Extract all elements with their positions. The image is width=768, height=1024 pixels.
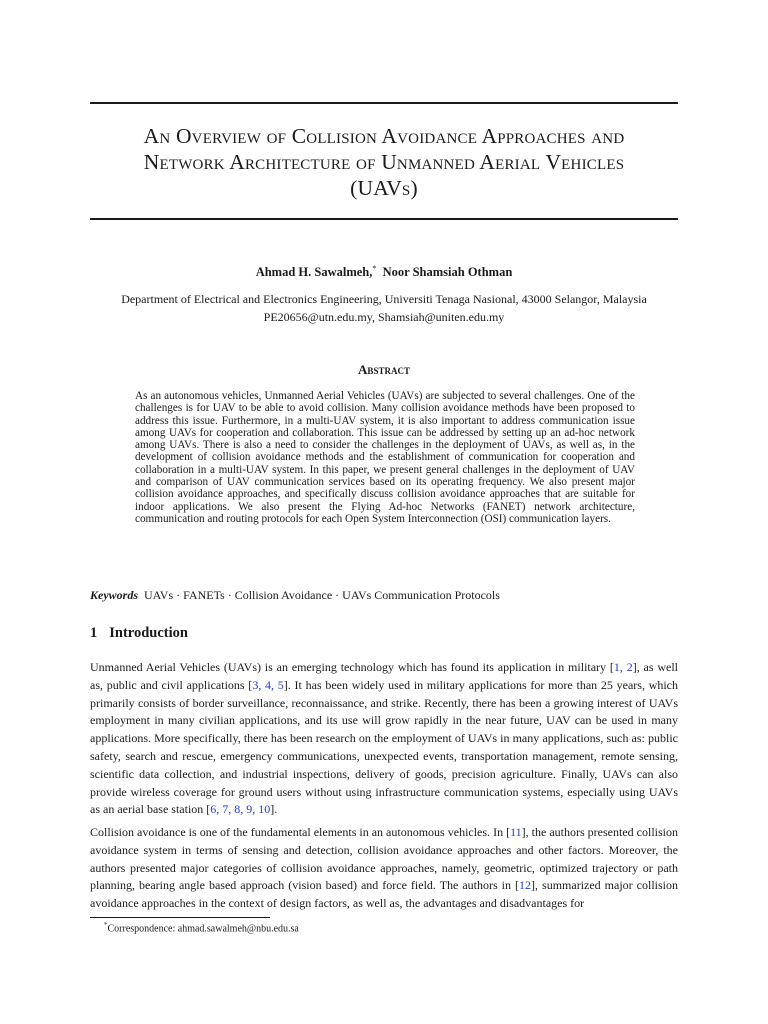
authors	[90, 264, 678, 280]
p1-text-c: ]. It has been widely used in military applications for more than 25 years, which primarily consists of border surveillance, reconnaissance, and strike. Recently, there has been a growing interest of UAVs employment in many civilian applications, and its use will grow rapidly in the near future, UAV can be used in many applications. More specifically, there has been research on the employment of UAVs in many applications, such as: public safety, search and rescue, emergency communications, unexpected events, transportation management, remote sensing, scientific data collection, and industrial inspections, delivery of goods, precision agriculture. Finally, UAVs can also provide wireless coverage for ground users without using infrastructure communication systems, especially using UAVs as an aerial base station [	[90, 677, 679, 817]
footnote	[104, 921, 299, 934]
footnote-text: Correspondence: ahmad.sawalmeh@nbu.edu.sa	[107, 923, 299, 935]
keywords-label: Keywords	[90, 588, 138, 602]
abstract-text: As an autonomous vehicles, Unmanned Aerial Vehicles (UAVs) are subjected to several challenges. One of the challenges is for UAV to be able to avoid collision. Many collision avoidance methods have been proposed to address this issue. Furthermore, in a multi-UAV system, it is also important to address communication issue among UAVs for cooperation and collaboration. This issue can be addressed by setting up an ad-hoc network among UAVs. There is also a need to consider the challenges in the deployment of UAVs, as well as, in the development of collision avoidance methods and the establishment of communication for cooperation and collaboration in a multi-UAV system. In this paper, we present general challenges in the deployment of UAV and comparison of UAV communication services based on its operating frequency. We also present major collision avoidance approaches, and specifically discuss collision avoidance approaches that are suitable for indoor applications. We also present the Flying Ad-hoc Networks (FANET) network architecture, communication and routing protocols for each Open System Interconnection (OSI) communication layers.	[135, 390, 635, 525]
author-1: Ahmad H. Sawalmeh,	[255, 265, 373, 280]
citation-link[interactable]: 12	[519, 878, 532, 893]
citation-link[interactable]: 6, 7, 8, 9, 10	[210, 802, 271, 817]
keywords	[90, 588, 678, 603]
citation-link[interactable]: 1, 2	[613, 660, 633, 674]
affiliation	[60, 290, 708, 326]
author-footnote-mark[interactable]: *	[372, 264, 377, 273]
p2-text-b: ], the authors presented collision avoidance system in terms of sensing and detection, collision avoidance approaches and other factors. Moreover, the authors presented major categories of collision avoidance approaches, namely, geometric, optimized trajectory or path planning, bearing angle based approach (vision based) and force field. The authors in [	[90, 825, 678, 893]
keywords-list: UAVs · FANETs · Collision Avoidance · UAVs Communication Protocols	[144, 588, 500, 602]
affiliation-department: Department of Electrical and Electronics Engineering, Universiti Tenaga Nasional, 43000 Selangor, Malaysia	[121, 292, 647, 306]
title-line-2: Network Architecture of Unmanned Aerial Vehicles	[143, 150, 625, 174]
affiliation-emails: PE20656@utn.edu.my, Shamsiah@uniten.edu.my	[263, 310, 505, 324]
p2-text-a: Collision avoidance is one of the fundamental elements in an autonomous vehicles. In [	[90, 825, 511, 839]
author-2: Noor Shamsiah Othman	[382, 265, 513, 280]
p1-text-b: ], as well as, public and civil applications [	[90, 660, 678, 692]
p1-text-d: ].	[270, 802, 278, 817]
intro-paragraph-1	[90, 659, 678, 819]
title-line-3: (UAVs)	[350, 176, 418, 200]
section-title: Introduction	[109, 625, 188, 641]
section-heading	[90, 625, 188, 642]
intro-paragraph-2	[90, 824, 678, 913]
p2-text-c: ], summarized major collision avoidance approaches in the context of design factors, as well as, the advantages and disadvantages for	[90, 878, 679, 911]
title-bottom-rule	[90, 218, 678, 220]
citation-link[interactable]: 11	[510, 825, 522, 839]
p1-text-a: Unmanned Aerial Vehicles (UAVs) is an emerging technology which has found its application in military [	[90, 660, 614, 674]
citation-link[interactable]: 3, 4, 5	[252, 677, 284, 692]
abstract-heading: Abstract	[358, 362, 410, 377]
footnote-mark: *	[104, 921, 108, 929]
title-line-1: An Overview of Collision Avoidance Approaches and	[143, 124, 625, 148]
section-number: 1	[90, 625, 98, 641]
paper-title	[90, 123, 678, 201]
footnote-rule	[90, 917, 270, 918]
title-top-rule	[90, 102, 678, 104]
